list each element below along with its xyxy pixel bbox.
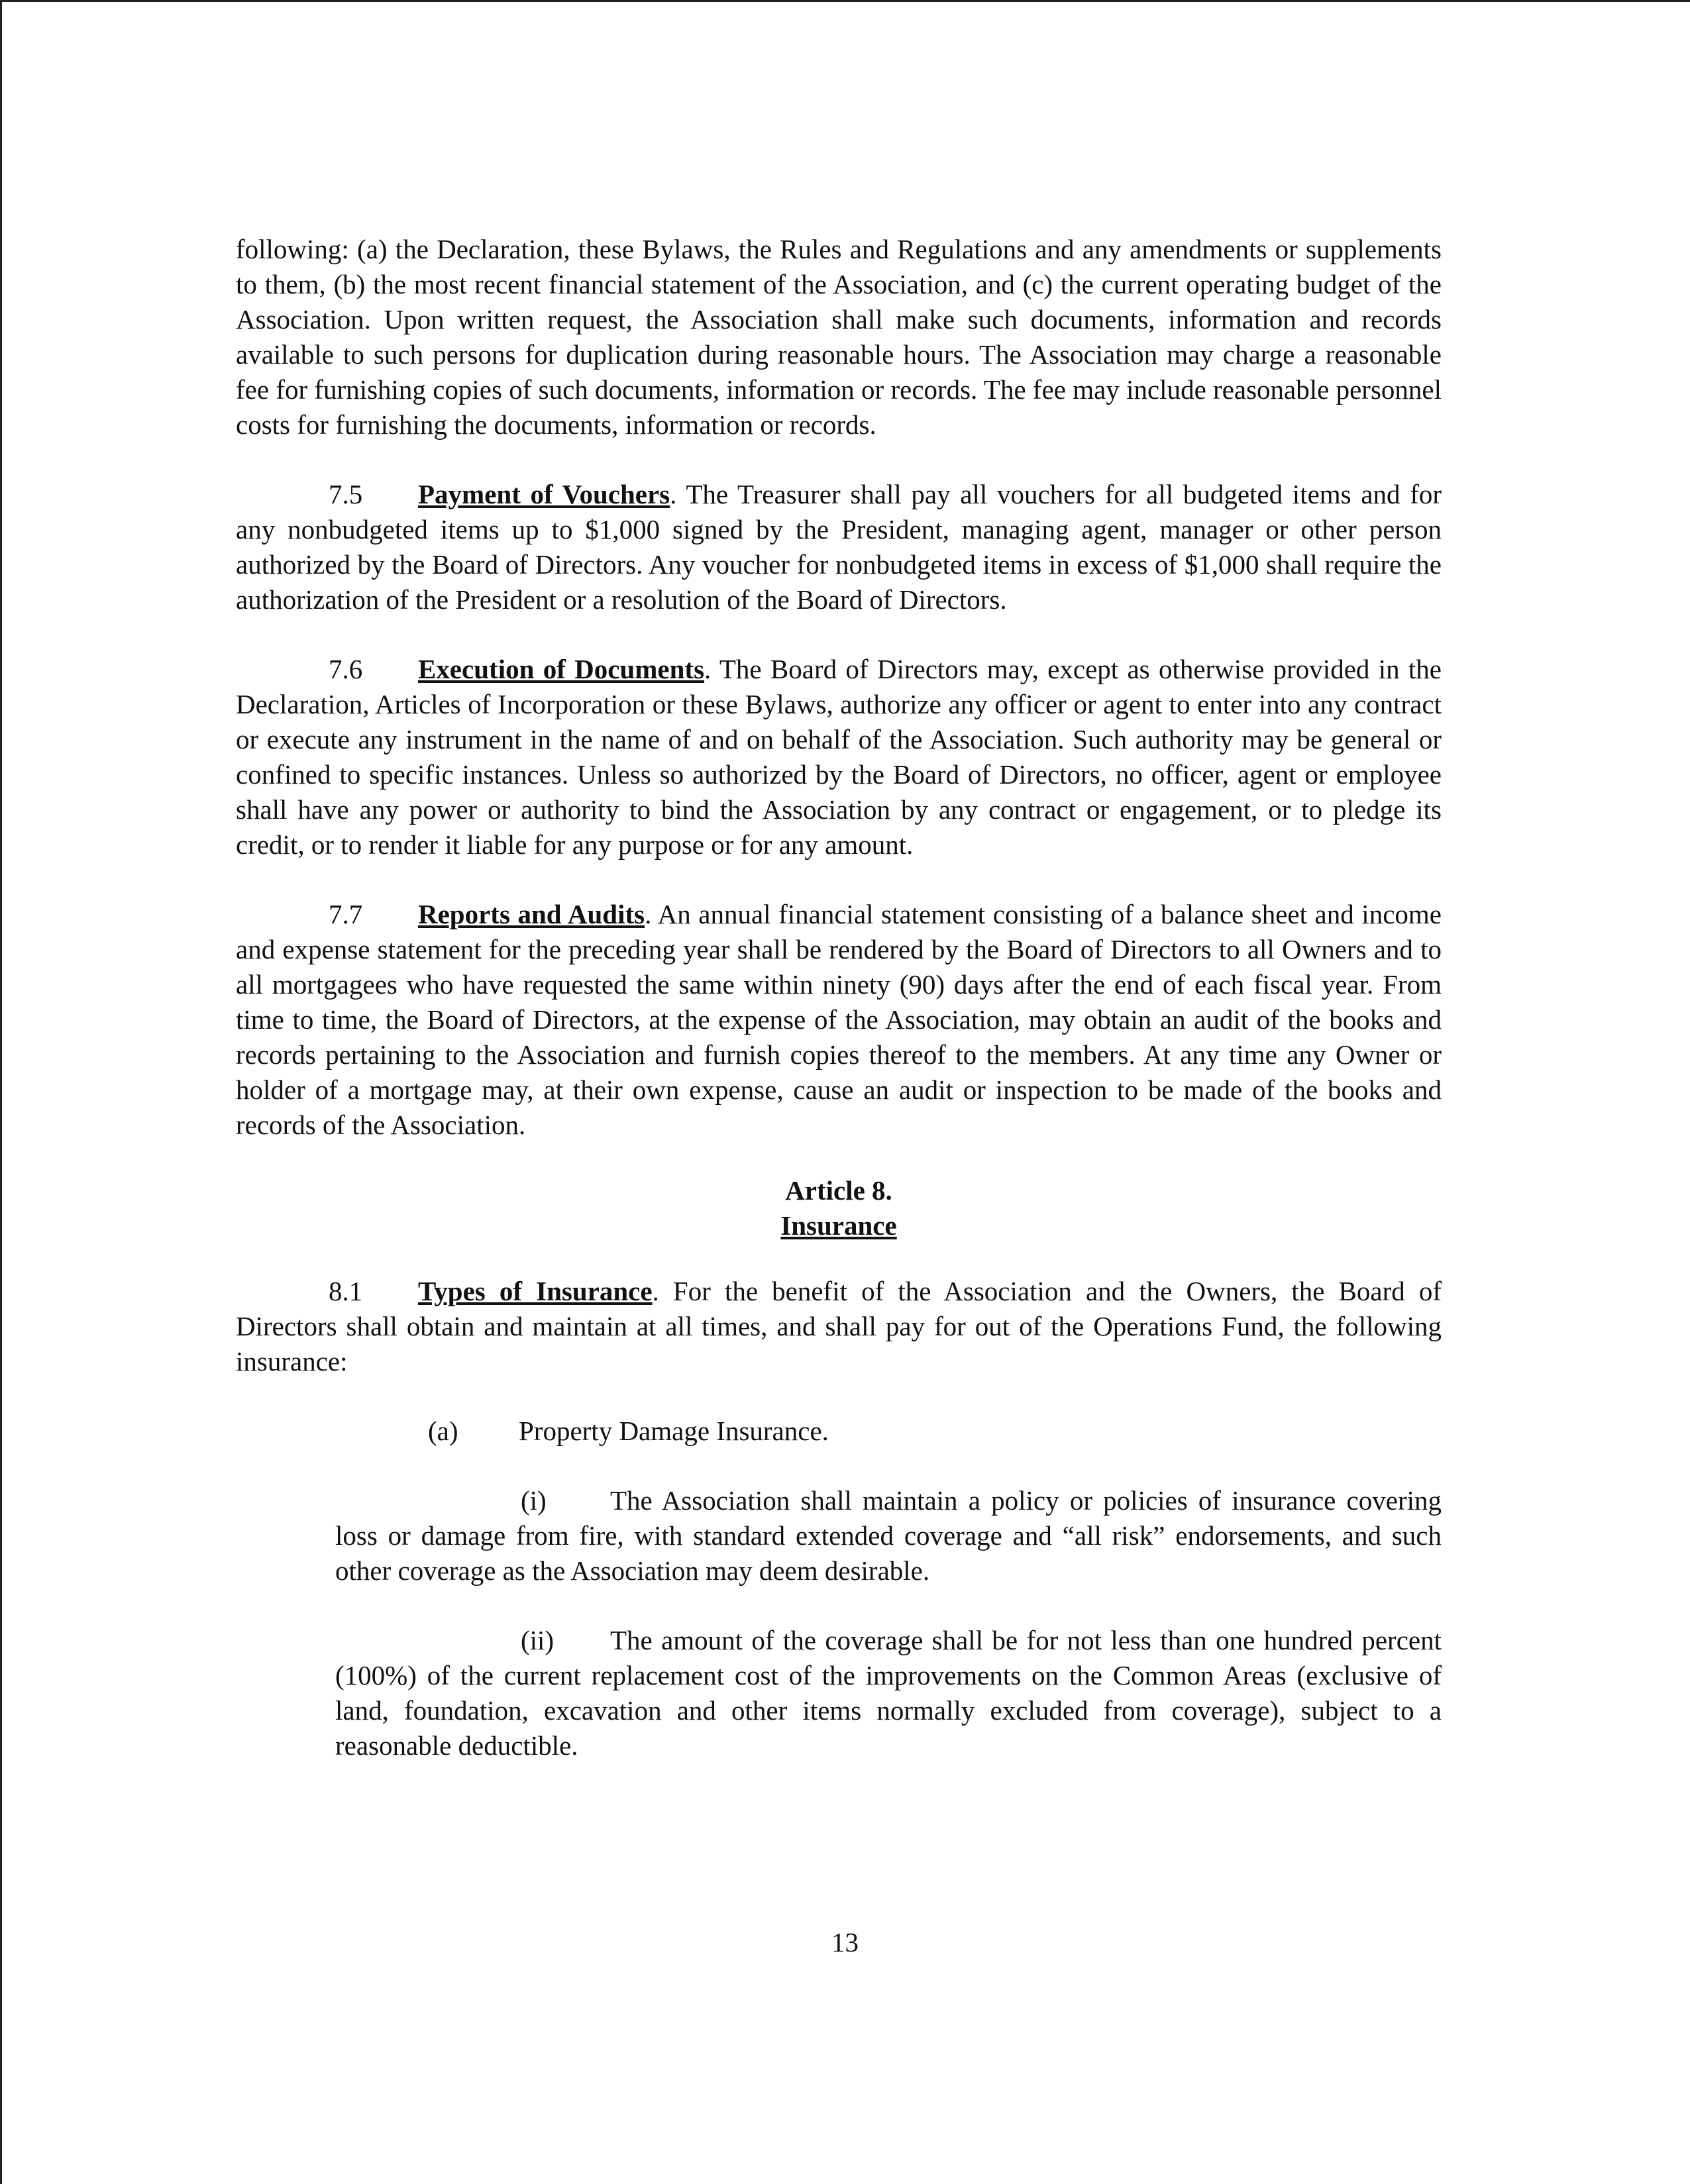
subsection-text: Property Damage Insurance. <box>519 1416 829 1446</box>
item-i <box>335 1483 1442 1588</box>
page-number: 13 <box>831 1927 859 1957</box>
section-7-5 <box>236 477 1442 617</box>
section-body: . For the benefit of the Association and the Owners, the Board of Directors shall obtain and maintain at all times, and shall pay for out of the Operations Fund, the following insurance: <box>236 1276 1442 1377</box>
section-body: . The Board of Directors may, except as otherwise provided in the Declaration, Articles of Incorporation or these Bylaws, authorize any officer or agent to enter into any contract or execute any instrument in the name of and on behalf of the Association. Such authority may be general or confined to specific instances. Unless so authorized by the Board of Directors, no officer, agent or employee shall have any power or authority to bind the Association by any contract or engagement, or to pledge its credit, or to render it liable for any purpose or for any amount. <box>236 654 1442 860</box>
article-title: Insurance <box>780 1210 897 1241</box>
article-heading <box>236 1173 1442 1243</box>
section-number: 7.7 <box>329 899 363 929</box>
section-number: 7.6 <box>329 654 363 684</box>
section-number: 8.1 <box>329 1276 363 1306</box>
section-7-7 <box>236 897 1442 1143</box>
scan-edge-left <box>0 0 2 2184</box>
item-label: (i) <box>521 1485 547 1516</box>
section-title: Payment of Vouchers <box>418 479 670 509</box>
intro-paragraph: following: (a) the Declaration, these Bylaws, the Rules and Regulations and any amendments or supplements to them, (b) the most recent financial statement of the Association, and (c) the current operating budget of the Association. Upon written request, the Association shall make such documents, information and records available to such persons for duplication during reasonable hours. The Association may charge a reasonable fee for furnishing copies of such documents, information or records. The fee may include reasonable personnel costs for furnishing the documents, information or records. <box>236 234 1442 440</box>
section-title: Reports and Audits <box>418 899 645 929</box>
scan-edge-top <box>0 0 1690 2</box>
subsection-a <box>236 1414 1442 1449</box>
section-8-1 <box>236 1274 1442 1379</box>
item-ii <box>335 1623 1442 1763</box>
section-body: . An annual financial statement consisting of a balance sheet and income and expense statement for the preceding year shall be rendered by the Board of Directors to all Owners and to all mortgagees who have requested the same within ninety (90) days after the end of each fiscal year. From time to time, the Board of Directors, at the expense of the Association, may obtain an audit of the books and records pertaining to the Association and furnish copies thereof to the members. At any time any Owner or holder of a mortgage may, at their own expense, cause an audit or inspection to be made of the books and records of the Association. <box>236 899 1442 1140</box>
document-page <box>236 232 1442 1798</box>
item-text: The amount of the coverage shall be for not less than one hundred percent (100%) of the current replacement cost of the improvements on the Common Areas (exclusive of land, foundation, excavation and other items normally excluded from coverage), subject to a reasonable deductible. <box>335 1625 1442 1761</box>
article-number: Article 8. <box>785 1175 892 1206</box>
item-label: (ii) <box>521 1625 555 1655</box>
section-7-6 <box>236 652 1442 862</box>
item-text: The Association shall maintain a policy or policies of insurance covering loss or damage from fire, with standard extended coverage and “all risk” endorsements, and such other coverage as the Association may deem desirable. <box>335 1485 1442 1586</box>
section-body: . The Treasurer shall pay all vouchers for all budgeted items and for any nonbudgeted items up to $1,000 signed by the President, managing agent, manager or other person authorized by the Board of Directors. Any voucher for nonbudgeted items in excess of $1,000 shall require the authorization of the President or a resolution of the Board of Directors. <box>236 479 1442 615</box>
section-number: 7.5 <box>329 479 363 509</box>
section-title: Types of Insurance <box>418 1276 653 1306</box>
subsection-label: (a) <box>428 1416 458 1446</box>
section-title: Execution of Documents <box>418 654 705 684</box>
